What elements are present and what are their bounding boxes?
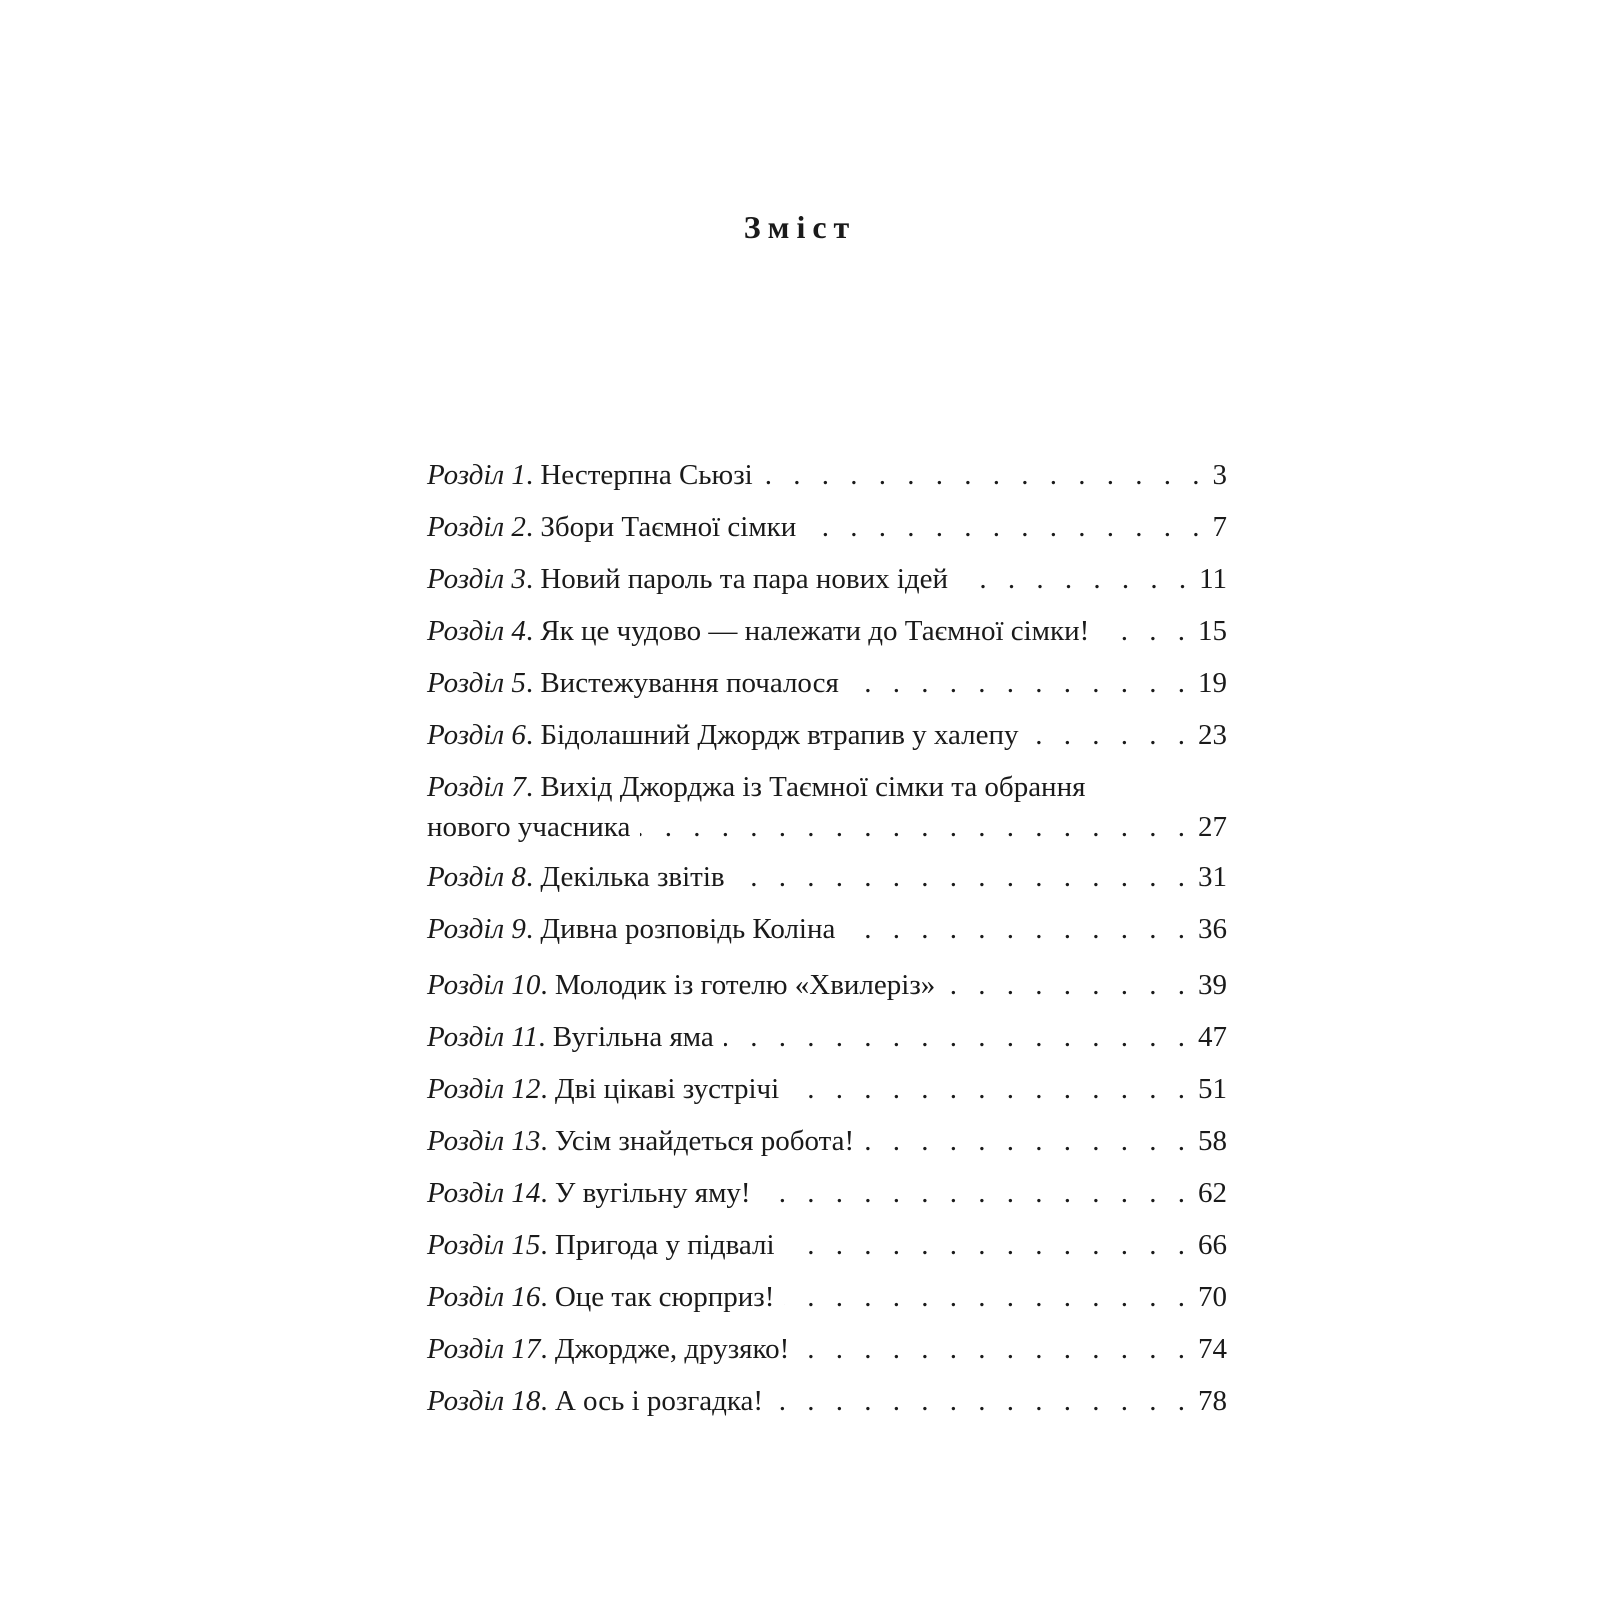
toc-entry-17: Розділ 17 . Джордже, друзяко! . . . 74: [427, 1329, 1227, 1381]
page-number: 7: [1212, 511, 1227, 543]
chapter-label: Розділ 5: [427, 667, 526, 699]
toc-entry-12: Розділ 12 . Дві цікаві зустрічі . . . 51: [427, 1069, 1227, 1121]
page-number: 11: [1199, 563, 1227, 595]
toc-entry-4: Розділ 4 . Як це чудово — належати до Таємної сімки! . . . 15: [427, 611, 1227, 663]
dot-leader: [773, 1381, 1192, 1421]
chapter-title: Бідолашний Джордж втрапив у халепу: [540, 719, 1019, 751]
chapter-title: Пригода у підвалі: [554, 1229, 775, 1261]
dot-leader: [724, 1017, 1192, 1057]
page-number: 66: [1198, 1229, 1227, 1261]
chapter-title: Джордже, друзяко!: [554, 1333, 790, 1365]
dot-leader: [845, 909, 1192, 949]
toc-entry-6: Розділ 6 . Бідолашний Джордж втрапив у халепу . . . 23: [427, 715, 1227, 767]
dot-leader: [761, 1173, 1192, 1213]
chapter-title: Нестерпна Сьюзі: [540, 459, 753, 491]
chapter-title: Вугільна яма: [552, 1021, 714, 1053]
page-number: 27: [1198, 811, 1227, 843]
page-number: 36: [1198, 913, 1227, 945]
page-number: 78: [1198, 1385, 1227, 1417]
chapter-label: Розділ 17: [427, 1333, 541, 1365]
dot-leader: [763, 455, 1207, 495]
dot-leader: [958, 559, 1193, 599]
toc-entry-15: Розділ 15 . Пригода у підвалі . . . 66: [427, 1225, 1227, 1277]
dot-leader: [799, 1329, 1192, 1369]
toc-entry-13: Розділ 13 . Усім знайдеться робота! . . . 58: [427, 1121, 1227, 1173]
toc-entry-11: Розділ 11 . Вугільна яма . . . 47: [427, 1017, 1227, 1069]
toc-entry-10: Розділ 10 . Молодик із готелю «Хвилеріз» . . . 39: [427, 965, 1227, 1017]
page-number: 15: [1198, 615, 1227, 647]
chapter-title: Вистежування почалося: [540, 667, 839, 699]
chapter-label: Розділ 13: [427, 1125, 541, 1157]
dot-leader: [945, 965, 1192, 1005]
chapter-label: Розділ 14: [427, 1177, 541, 1209]
page-number: 62: [1198, 1177, 1227, 1209]
chapter-title: Молодик із готелю «Хвилеріз»: [554, 969, 936, 1001]
toc-entry-2: Розділ 2 . Збори Таємної сімки . . . 7: [427, 507, 1227, 559]
chapter-label: Розділ 15: [427, 1229, 541, 1261]
chapter-label: Розділ 1: [427, 459, 526, 491]
chapter-label: Розділ 10: [427, 969, 541, 1001]
chapter-title: Новий пароль та пара нових ідей: [540, 563, 949, 595]
chapter-title-line-2: нового учасника: [427, 811, 631, 843]
page-number: 58: [1198, 1125, 1227, 1157]
toc-entry-1: Розділ 1 . Нестерпна Сьюзі . . . 3: [427, 455, 1227, 507]
chapter-label: Розділ 9: [427, 913, 526, 945]
chapter-label: Розділ 16: [427, 1281, 541, 1313]
chapter-label: Розділ 2: [427, 511, 526, 543]
dot-leader: [735, 857, 1192, 897]
chapter-label: Розділ 3: [427, 563, 526, 595]
page-number: 47: [1198, 1021, 1227, 1053]
chapter-title: Дивна розповідь Коліна: [540, 913, 836, 945]
chapter-title: Дві цікаві зустрічі: [554, 1073, 780, 1105]
page-number: 74: [1198, 1333, 1227, 1365]
page-number: 23: [1198, 719, 1227, 751]
chapter-title: Оце так сюрприз!: [554, 1281, 775, 1313]
dot-leader: [806, 507, 1206, 547]
page-title: Зміст: [743, 209, 857, 245]
toc-entry-8: Розділ 8 . Декілька звітів . . . 31: [427, 857, 1227, 909]
page-number: 39: [1198, 969, 1227, 1001]
dot-leader: [785, 1225, 1192, 1265]
page-number: 70: [1198, 1281, 1227, 1313]
dot-leader: [1099, 611, 1192, 651]
chapter-label: Розділ 4: [427, 615, 526, 647]
toc-entry-3: Розділ 3 . Новий пароль та пара нових ідей . . . 11: [427, 559, 1227, 611]
chapter-title-line-1: Вихід Джорджа із Таємної сімки та обрання: [540, 771, 1086, 803]
chapter-label: Розділ 8: [427, 861, 526, 893]
page-number: 3: [1212, 459, 1227, 491]
chapter-title: А ось і розгадка!: [554, 1385, 764, 1417]
chapter-title: У вугільну яму!: [554, 1177, 751, 1209]
chapter-title: Як це чудово — належати до Таємної сімки!: [540, 615, 1090, 647]
chapter-label: Розділ 7: [427, 771, 526, 803]
toc-entry-16: Розділ 16 . Оце так сюрприз! . . . 70: [427, 1277, 1227, 1329]
dot-leader: [864, 1121, 1192, 1161]
toc-entry-7: Розділ 7. Вихід Джорджа із Таємної сімки та обрання нового учасника . . . 27: [427, 767, 1227, 857]
page-number: 31: [1198, 861, 1227, 893]
toc-entry-5: Розділ 5 . Вистежування почалося . . . 19: [427, 663, 1227, 715]
dot-leader: [784, 1277, 1192, 1317]
toc-entry-18: Розділ 18 . А ось і розгадка! . . . 78: [427, 1381, 1227, 1433]
table-of-contents: [427, 455, 1227, 1433]
dot-leader: [1029, 715, 1193, 755]
chapter-title: Збори Таємної сімки: [540, 511, 797, 543]
toc-entry-14: Розділ 14 . У вугільну яму! . . . 62: [427, 1173, 1227, 1225]
dot-leader: [789, 1069, 1192, 1109]
page-number: 51: [1198, 1073, 1227, 1105]
toc-entry-9: Розділ 9 . Дивна розповідь Коліна . . . 36: [427, 909, 1227, 961]
chapter-title: Усім знайдеться робота!: [554, 1125, 855, 1157]
chapter-label: Розділ 11: [427, 1021, 539, 1053]
dot-leader: [640, 807, 1192, 847]
chapter-label: Розділ 12: [427, 1073, 541, 1105]
chapter-label: Розділ 6: [427, 719, 526, 751]
dot-leader: [849, 663, 1192, 703]
chapter-title: Декілька звітів: [540, 861, 725, 893]
chapter-label: Розділ 18: [427, 1385, 541, 1417]
page-number: 19: [1198, 667, 1227, 699]
